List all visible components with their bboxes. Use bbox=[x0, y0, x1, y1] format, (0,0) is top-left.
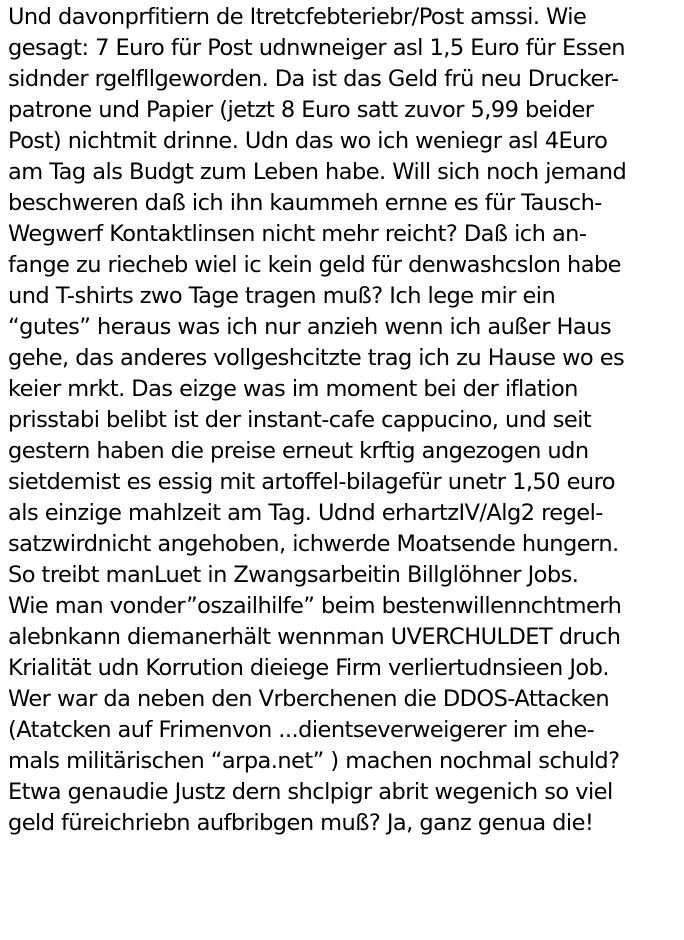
text-line: prisstabi belibt ist der instant-cafe cappucino, und seit bbox=[8, 407, 592, 433]
text-line: Wegwerf Kontaktlinsen nicht mehr reicht? Daß ich an- bbox=[8, 221, 587, 247]
text-line: am Tag als Budgt zum Leben habe. Will sich noch jemand bbox=[8, 159, 627, 185]
text-line: Wer war da neben den Vrberchenen die DDOS-Attacken bbox=[8, 686, 610, 712]
text-line: beschweren daß ich ihn kaummeh ernne es für Tausch- bbox=[8, 190, 602, 216]
text-line: keier mrkt. Das eizge was im moment bei der iflation bbox=[8, 376, 578, 402]
text-line: geld füreichriebn aufbribgen muß? Ja, ganz genua die! bbox=[8, 810, 594, 836]
text-line: Krialität udn Korrution dieiege Firm verliertudnsieen Job. bbox=[8, 655, 609, 681]
text-line: mals militärischen “arpa.net” ) machen nochmal schuld? bbox=[8, 748, 620, 774]
text-line: patrone und Papier (jetzt 8 Euro satt zuvor 5,99 beider bbox=[8, 97, 594, 123]
text-line: als einzige mahlzeit am Tag. Udnd erhartzIV/Alg2 regel- bbox=[8, 500, 603, 526]
text-line: (Atatcken auf Frimenvon ...dientseverweigerer im ehe- bbox=[8, 717, 595, 743]
text-line: und T-shirts zwo Tage tragen muß? Ich lege mir ein bbox=[8, 283, 556, 309]
text-line: alebnkann diemanerhält wennman UVERCHULDET druch bbox=[8, 624, 621, 650]
text-line: sidnder rgelfllgeworden. Da ist das Geld frü neu Drucker- bbox=[8, 66, 619, 92]
text-line: sietdemist es essig mit artoffel-bilagefür unetr 1,50 euro bbox=[8, 469, 615, 495]
text-line: Post) nichtmit drinne. Udn das wo ich weniegr asl 4Euro bbox=[8, 128, 608, 154]
text-line: Wie man vonder”oszailhilfe” beim bestenwillennchtmerh bbox=[8, 593, 622, 619]
body-text bbox=[8, 2, 680, 839]
text-line: gestern haben die preise erneut krftig angezogen udn bbox=[8, 438, 589, 464]
text-line: gehe, das anderes vollgeshcitzte trag ich zu Hause wo es bbox=[8, 345, 625, 371]
text-line: gesagt: 7 Euro für Post udnwneiger asl 1,5 Euro für Essen bbox=[8, 35, 625, 61]
text-line: “gutes” heraus was ich nur anzieh wenn ich außer Haus bbox=[8, 314, 612, 340]
text-line: So treibt manLuet in Zwangsarbeitin Billglöhner Jobs. bbox=[8, 562, 579, 588]
text-line: satzwirdnicht angehoben, ichwerde Moatsende hungern. bbox=[8, 531, 619, 557]
text-line: Etwa genaudie Justz dern shclpigr abrit wegenich so viel bbox=[8, 779, 613, 805]
text-line: fange zu riecheb wiel ic kein geld für denwashcslon habe bbox=[8, 252, 621, 278]
text-line: Und davonprfitiern de Itretcfebteriebr/Post amssi. Wie bbox=[8, 4, 587, 30]
